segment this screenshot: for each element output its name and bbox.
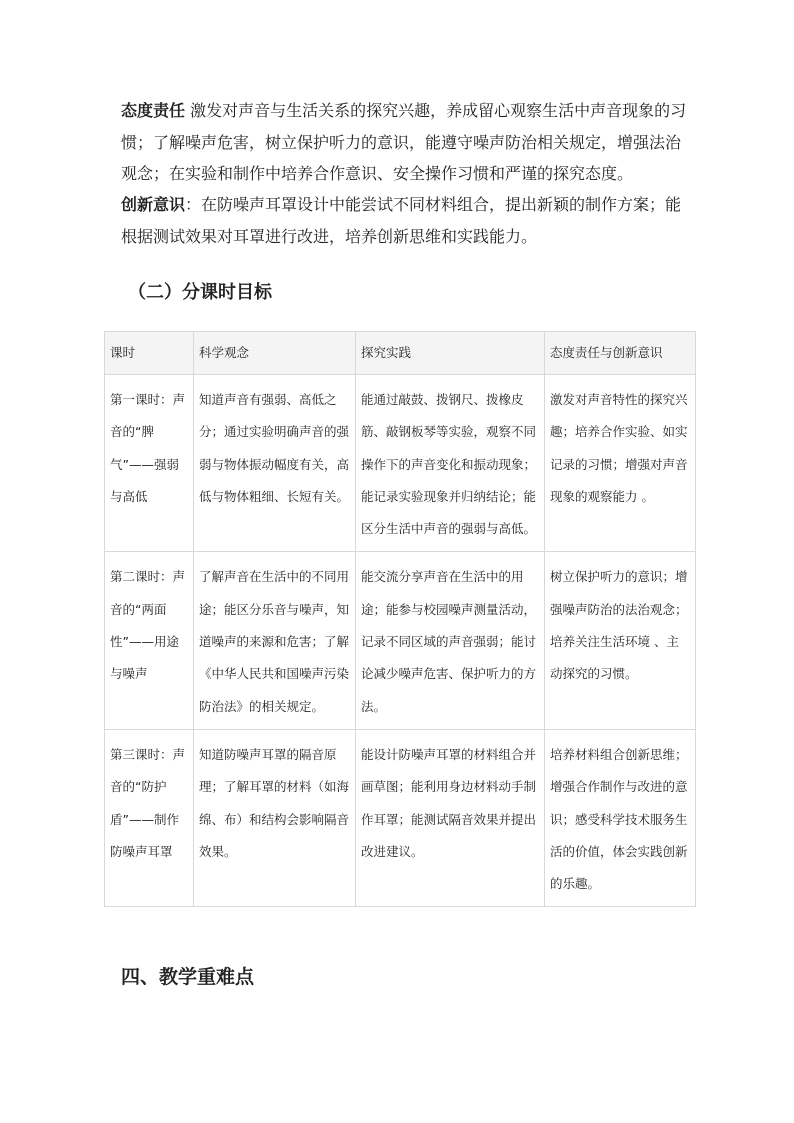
header-cell: 探究实践: [356, 332, 545, 375]
table-cell: 培养材料组合创新思维；增强合作制作与改进的意识；感受科学技术服务生活的价值，体会实践创新的乐趣。: [545, 729, 696, 906]
innovation-label: 创新意识: [121, 195, 186, 214]
header-cell: 科学观念: [194, 332, 356, 375]
table-cell: 知道声音有强弱、高低之分；通过实验明确声音的强弱与物体振动幅度有关，高低与物体粗细、长短有关。: [194, 375, 356, 552]
lesson-objectives-table: [104, 331, 696, 907]
header-cell: 态度责任与创新意识: [545, 332, 696, 375]
section-title: （二）分课时目标: [128, 282, 272, 303]
innovation-text: ：在防噪声耳罩设计中能尝试不同材料组合，提出新颖的制作方案；能根据测试效果对耳罩进行改进，培养创新思维和实践能力。: [121, 195, 682, 246]
header-cell: 课时: [105, 332, 194, 375]
attitude-text: 激发对声音与生活关系的探究兴趣，养成留心观察生活中声音现象的习惯；了解噪声危害，树立保护听力的意识，能遵守噪声防治相关规定，增强法治观念；在实验和制作中培养合作意识、安全操作习惯和严谨的探究态度。: [121, 101, 687, 183]
table-cell: 激发对声音特性的探究兴趣；培养合作实验、如实记录的习惯；增强对声音现象的观察能力 。: [545, 375, 696, 552]
attitude-paragraph: [121, 95, 687, 190]
table-header-row: [105, 332, 696, 375]
next-section-heading: 四、教学重难点: [121, 966, 255, 988]
table-cell: 能设计防噪声耳罩的材料组合并画草图；能利用身边材料动手制作耳罩；能测试隔音效果并提出改进建议。: [356, 729, 545, 906]
attitude-label: 态度责任: [121, 101, 186, 120]
table-cell: 第一课时：声音的“脾气”——强弱与高低: [105, 375, 194, 552]
table-row: [105, 729, 696, 906]
table-cell: 第三课时：声音的“防护盾”——制作防噪声耳罩: [105, 729, 194, 906]
table-cell: 知道防噪声耳罩的隔音原理；了解耳罩的材料（如海绵、布）和结构会影响隔音效果。: [194, 729, 356, 906]
table-cell: 能交流分享声音在生活中的用途；能参与校园噪声测量活动，记录不同区域的声音强弱；能讨论减少噪声危害、保护听力的方法。: [356, 552, 545, 729]
table-row: [105, 552, 696, 729]
innovation-paragraph: [121, 189, 687, 252]
table-cell: 了解声音在生活中的不同用途；能区分乐音与噪声，知道噪声的来源和危害；了解《中华人民共和国噪声污染防治法》的相关规定。: [194, 552, 356, 729]
table-cell: 树立保护听力的意识；增强噪声防治的法治观念；培养关注生活环境 、主动探究的习惯。: [545, 552, 696, 729]
table-cell: 第二课时：声音的“两面性”——用途与噪声: [105, 552, 194, 729]
table-cell: 能通过敲鼓、拨钢尺、拨橡皮筋、敲钢板琴等实验，观察不同操作下的声音变化和振动现象；能记录实验现象并归纳结论；能区分生活中声音的强弱与高低。: [356, 375, 545, 552]
table-row: [105, 375, 696, 552]
